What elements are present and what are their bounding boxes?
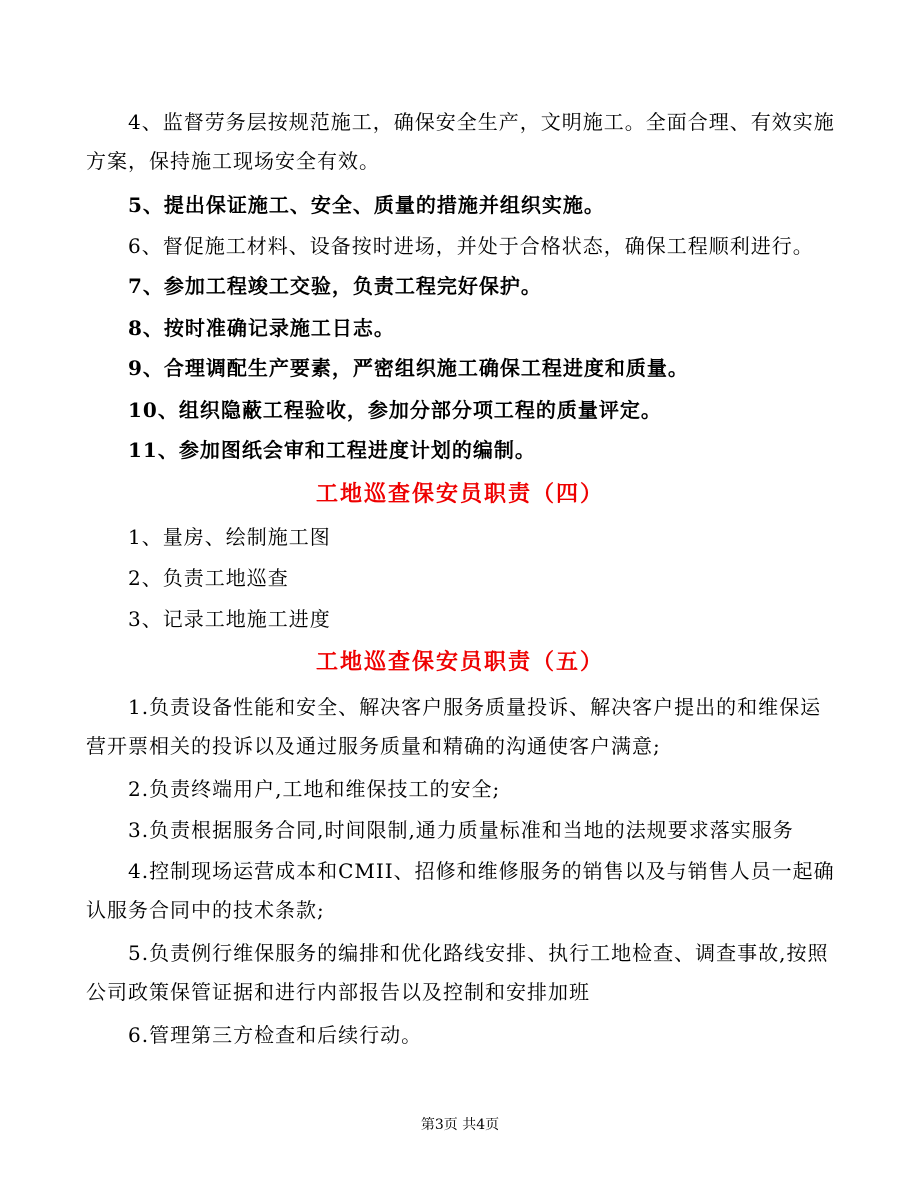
duty-item-11: 11、参加图纸会审和工程进度计划的编制。 <box>128 438 536 462</box>
section-four-item-3: 3、记录工地施工进度 <box>128 607 331 631</box>
duty-item-4: 4、监督劳务层按规范施工，确保安全生产，文明施工。全面合理、有效实施方案，保持施工现场安全有效。 <box>86 110 835 173</box>
duty-item-9: 9、合理调配生产要素，严密组织施工确保工程进度和质量。 <box>128 356 689 380</box>
section-five-item-6: 6.管理第三方检查和后续行动。 <box>128 1023 423 1047</box>
section-five-item-4: 4.控制现场运营成本和CMII、招修和维修服务的销售以及与销售人员一起确认服务合同中的技术条款; <box>86 859 835 922</box>
section-four-item-2: 2、负责工地巡查 <box>128 566 289 590</box>
page-number-footer: 第3页 共4页 <box>420 1117 500 1133</box>
section-five-item-2: 2.负责终端用户,工地和维保技工的安全; <box>128 777 501 801</box>
duty-item-7: 7、参加工程竣工交验，负责工程完好保护。 <box>128 274 542 298</box>
duty-item-5: 5、提出保证施工、安全、质量的措施并组织实施。 <box>128 193 605 217</box>
section-five-item-5: 5.负责例行维保服务的编排和优化路线安排、执行工地检查、调查事故,按照公司政策保管证据和进行内部报告以及控制和安排加班 <box>86 941 829 1004</box>
duty-item-6: 6、督促施工材料、设备按时进场，并处于合格状态，确保工程顺利进行。 <box>128 234 814 258</box>
section-five-item-3: 3.负责根据服务合同,时间限制,通力质量标准和当地的法规要求落实服务 <box>128 818 794 842</box>
duty-item-8: 8、按时准确记录施工日志。 <box>128 316 395 340</box>
section-five-title: 工地巡查保安员职责（五） <box>315 649 604 675</box>
duty-item-10: 10、组织隐蔽工程验收，参加分部分项工程的质量评定。 <box>128 398 662 422</box>
section-five-item-1: 1.负责设备性能和安全、解决客户服务质量投诉、解决客户提出的和维保运营开票相关的投诉以及通过服务质量和精确的沟通使客户满意; <box>86 695 822 758</box>
section-four-title: 工地巡查保安员职责（四） <box>315 481 604 507</box>
section-four-item-1: 1、量房、绘制施工图 <box>128 525 331 549</box>
